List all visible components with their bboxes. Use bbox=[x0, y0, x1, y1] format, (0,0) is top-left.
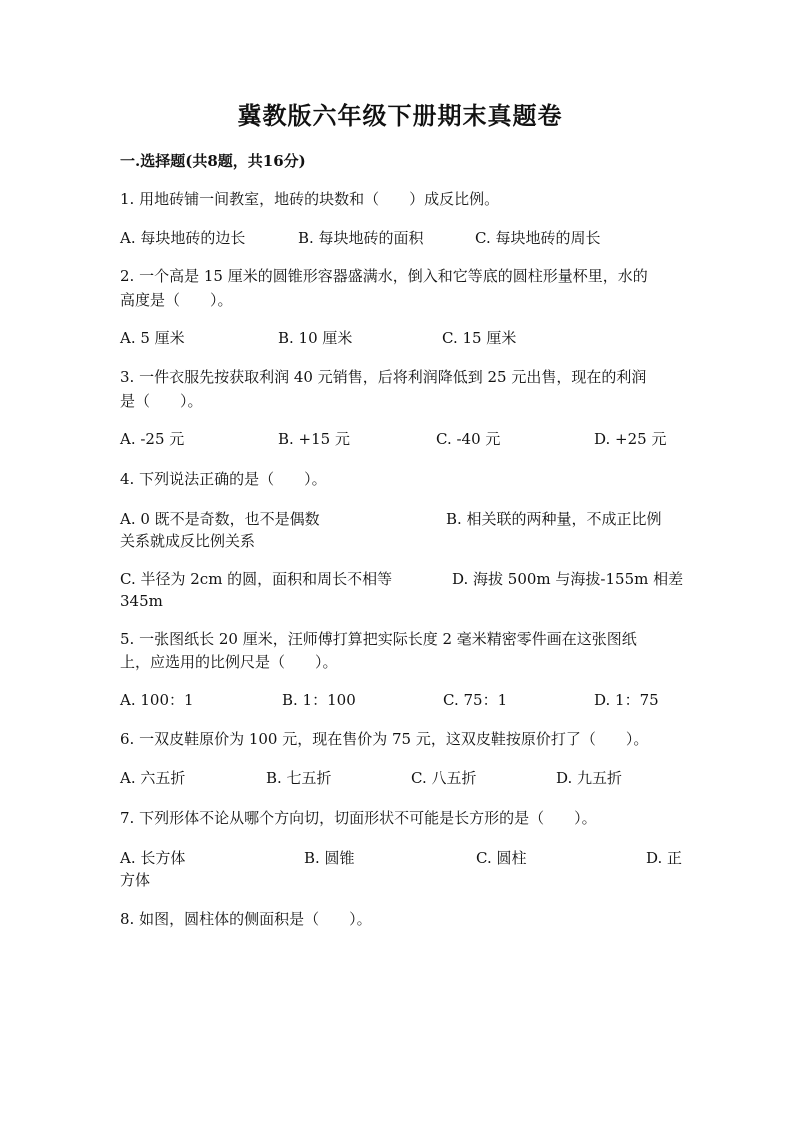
question-6-option-a: A. 六五折 bbox=[120, 769, 186, 787]
question-4-line-1: 4. 下列说法正确的是（ ）。 bbox=[120, 470, 327, 488]
question-7-option-c: C. 圆柱 bbox=[476, 849, 527, 867]
question-6-option-d: D. 九五折 bbox=[556, 769, 623, 787]
question-4-option-b-cont: 关系就成反比例关系 bbox=[120, 532, 256, 550]
question-3-line-1: 3. 一件衣服先按获取利润 40 元销售，后将利润降低到 25 元出售，现在的利润 bbox=[120, 368, 647, 386]
question-2-line-1: 2. 一个高是 15 厘米的圆锥形容器盛满水，倒入和它等底的圆柱形量杯里，水的 bbox=[120, 267, 648, 285]
question-3-option-c: C. -40 元 bbox=[436, 430, 501, 448]
question-4-option-d-cont: 345m bbox=[120, 592, 163, 610]
question-1-option-c: C. 每块地砖的周长 bbox=[475, 229, 601, 247]
question-2-option-a: A. 5 厘米 bbox=[120, 329, 185, 347]
question-7-option-d-cont: 方体 bbox=[120, 871, 151, 889]
question-7-option-a: A. 长方体 bbox=[120, 849, 186, 867]
question-2-option-c: C. 15 厘米 bbox=[442, 329, 517, 347]
question-5-option-b: B. 1：100 bbox=[282, 691, 356, 709]
question-4-option-a: A. 0 既不是奇数，也不是偶数 bbox=[120, 510, 320, 528]
question-4-option-c: C. 半径为 2cm 的圆，面积和周长不相等 bbox=[120, 570, 393, 588]
question-6-option-b: B. 七五折 bbox=[266, 769, 332, 787]
question-6-line-1: 6. 一双皮鞋原价为 100 元，现在售价为 75 元，这双皮鞋按原价打了（ ）。 bbox=[120, 730, 649, 748]
question-1-option-b: B. 每块地砖的面积 bbox=[298, 229, 424, 247]
question-7-option-b: B. 圆锥 bbox=[304, 849, 355, 867]
section-heading: 一.选择题(共8题，共16分) bbox=[120, 152, 306, 170]
question-7-option-d: D. 正 bbox=[646, 849, 683, 867]
page-title: 冀教版六年级下册期末真题卷 bbox=[237, 101, 563, 130]
question-5-line-1: 5. 一张图纸长 20 厘米，汪师傅打算把实际长度 2 毫米精密零件画在这张图纸 bbox=[120, 630, 637, 648]
question-5-line-2: 上，应选用的比例尺是（ ）。 bbox=[120, 653, 338, 671]
question-3-option-b: B. +15 元 bbox=[278, 430, 350, 448]
question-4-option-d: D. 海拔 500m 与海拔-155m 相差 bbox=[452, 570, 684, 588]
question-1-line-1: 1. 用地砖铺一间教室，地砖的块数和（ ）成反比例。 bbox=[120, 190, 500, 208]
question-2-option-b: B. 10 厘米 bbox=[278, 329, 353, 347]
question-5-option-c: C. 75：1 bbox=[443, 691, 508, 709]
question-1-option-a: A. 每块地砖的边长 bbox=[120, 229, 246, 247]
question-3-option-d: D. +25 元 bbox=[594, 430, 667, 448]
question-6-option-c: C. 八五折 bbox=[411, 769, 477, 787]
question-8-line-1: 8. 如图，圆柱体的侧面积是（ ）。 bbox=[120, 910, 372, 928]
question-2-line-2: 高度是（ ）。 bbox=[120, 291, 233, 309]
question-4-option-b: B. 相关联的两种量，不成正比例 bbox=[446, 510, 662, 528]
question-7-line-1: 7. 下列形体不论从哪个方向切，切面形状不可能是长方形的是（ ）。 bbox=[120, 809, 597, 827]
question-3-line-2: 是（ ）。 bbox=[120, 392, 203, 410]
question-5-option-a: A. 100：1 bbox=[120, 691, 194, 709]
question-3-option-a: A. -25 元 bbox=[120, 430, 185, 448]
question-5-option-d: D. 1：75 bbox=[594, 691, 659, 709]
